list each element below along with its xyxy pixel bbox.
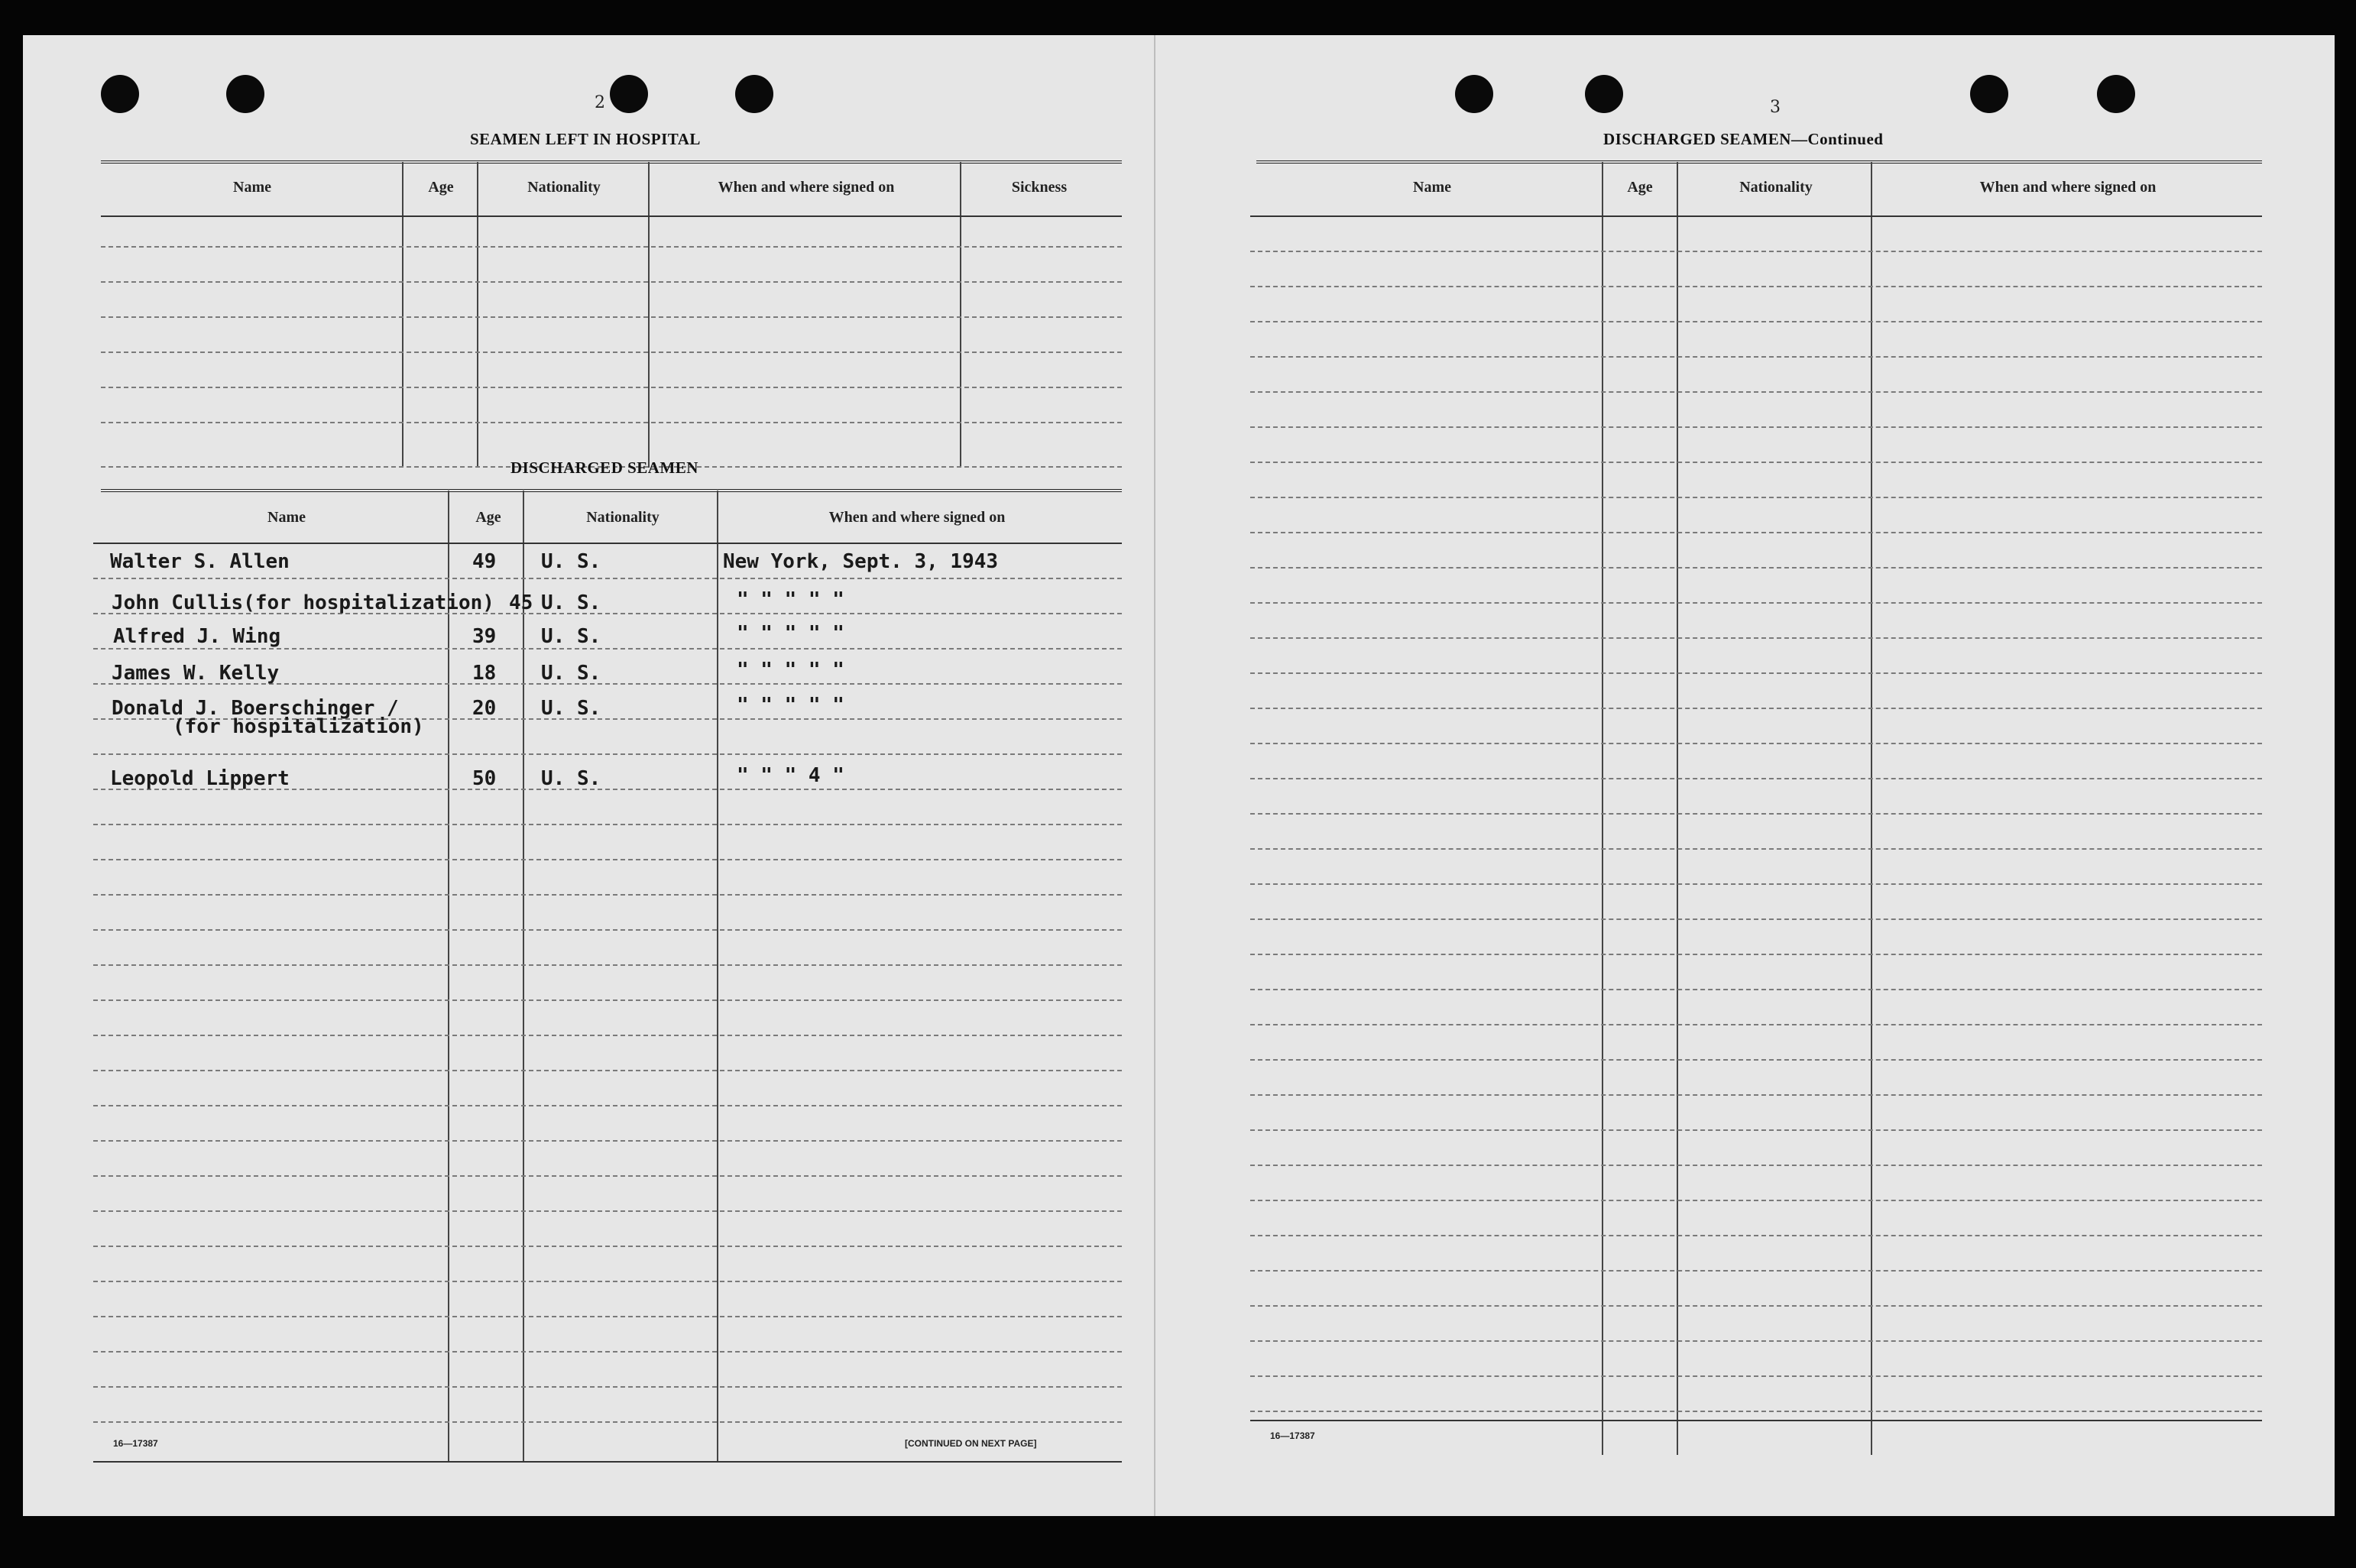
row-nationality: U. S. (541, 591, 601, 614)
row-name-note: (for hospitalization) (173, 715, 424, 738)
row-rule (93, 753, 1122, 755)
row-signed-on: " " " " " (737, 659, 844, 682)
discharged-col-age: Age (475, 509, 501, 526)
row-rule (93, 578, 1122, 579)
punch-hole (1455, 75, 1493, 113)
row-nationality: U. S. (541, 662, 601, 685)
row-age: 45 (509, 591, 533, 614)
page-number: 3 (1770, 98, 1781, 117)
row-nationality: U. S. (541, 697, 601, 720)
row-rule (93, 929, 1122, 931)
form-number: 16—17387 (1270, 1430, 1315, 1441)
row-rule (1250, 1129, 2262, 1131)
row-name: Alfred J. Wing (113, 625, 281, 648)
row-rule (1250, 426, 2262, 428)
row-rule (93, 1246, 1122, 1247)
row-rule (93, 894, 1122, 896)
continued-col-nationality: Nationality (1739, 179, 1813, 196)
hospital-col-sickness: Sickness (1011, 179, 1068, 196)
row-rule (1250, 918, 2262, 920)
left-page (23, 35, 1154, 1516)
discharged-section-title: DISCHARGED SEAMEN (510, 458, 698, 477)
row-rule (1250, 1411, 2262, 1412)
hospital-section-title: SEAMEN LEFT IN HOSPITAL (470, 130, 701, 148)
row-rule (93, 1281, 1122, 1282)
row-rule (1250, 286, 2262, 287)
row-signed-on: " " " " " (737, 622, 844, 645)
row-rule (1250, 1200, 2262, 1201)
row-rule (93, 1351, 1122, 1353)
hospital-col-age: Age (428, 179, 454, 196)
rule (101, 246, 1122, 248)
punch-hole (735, 75, 773, 113)
row-name: Donald J. Boerschinger / (112, 697, 399, 720)
rule (93, 543, 1122, 544)
row-nationality: U. S. (541, 767, 601, 790)
row-rule (93, 1210, 1122, 1212)
row-rule (1250, 321, 2262, 322)
row-rule (1250, 708, 2262, 709)
row-rule (1250, 1375, 2262, 1377)
row-rule (1250, 251, 2262, 252)
row-rule (93, 824, 1122, 825)
row-rule (1250, 637, 2262, 639)
discharged-col-signed-on: When and where signed on (828, 509, 1006, 526)
row-rule (1250, 1270, 2262, 1272)
row-rule (93, 1035, 1122, 1036)
rule (101, 387, 1122, 388)
continued-col-signed-on: When and where signed on (1979, 179, 2157, 196)
row-rule (93, 1070, 1122, 1071)
row-rule (1250, 778, 2262, 779)
row-rule (93, 999, 1122, 1001)
row-rule (1250, 1235, 2262, 1236)
row-rule (1250, 532, 2262, 533)
hospital-col-signed-on: When and where signed on (718, 179, 895, 196)
row-rule (1250, 672, 2262, 674)
row-rule (93, 1316, 1122, 1317)
row-rule (1250, 883, 2262, 885)
rule (101, 316, 1122, 318)
row-rule (1250, 497, 2262, 498)
rule (1250, 1420, 2262, 1421)
row-rule (93, 648, 1122, 650)
row-signed-on: " " " " " (737, 694, 844, 717)
row-age: 39 (472, 625, 497, 648)
row-rule (93, 1175, 1122, 1177)
row-rule (1250, 1094, 2262, 1096)
rule (1250, 215, 2262, 217)
row-rule (93, 1386, 1122, 1388)
punch-hole (2097, 75, 2135, 113)
discharged-col-name: Name (267, 509, 306, 526)
row-rule (1250, 462, 2262, 463)
row-signed-on: New York, Sept. 3, 1943 (723, 550, 999, 573)
row-age: 18 (472, 662, 497, 685)
rule (101, 160, 1122, 165)
right-page (1154, 35, 2335, 1516)
page-number: 2 (595, 93, 605, 112)
row-age: 20 (472, 697, 497, 720)
continued-section-title: DISCHARGED SEAMEN—Continued (1603, 130, 1884, 148)
row-age: 49 (472, 550, 497, 573)
row-signed-on: " " " 4 " (737, 764, 844, 787)
row-nationality: U. S. (541, 550, 601, 573)
row-name: John Cullis(for hospitalization) (112, 591, 494, 614)
row-rule (1250, 1305, 2262, 1307)
row-rule (93, 1105, 1122, 1106)
punch-hole (1585, 75, 1623, 113)
row-rule (1250, 602, 2262, 604)
rule (101, 422, 1122, 423)
continued-col-age: Age (1627, 179, 1653, 196)
rule (93, 1461, 1122, 1463)
row-rule (1250, 989, 2262, 990)
row-rule (1250, 1059, 2262, 1061)
rule (101, 215, 1122, 217)
row-rule (1250, 391, 2262, 393)
row-age: 50 (472, 767, 497, 790)
row-rule (93, 1421, 1122, 1423)
row-name: James W. Kelly (112, 662, 280, 685)
row-rule (1250, 567, 2262, 569)
row-rule (1250, 743, 2262, 744)
row-signed-on: " " " " " (737, 588, 844, 611)
punch-hole (610, 75, 648, 113)
continued-col-name: Name (1413, 179, 1451, 196)
row-rule (1250, 813, 2262, 815)
row-rule (1250, 356, 2262, 358)
row-rule (93, 859, 1122, 860)
form-number: 16—17387 (113, 1438, 158, 1449)
rule (101, 352, 1122, 353)
row-name: Leopold Lippert (110, 767, 290, 790)
hospital-col-nationality: Nationality (527, 179, 601, 196)
row-rule (1250, 954, 2262, 955)
punch-hole (1970, 75, 2008, 113)
punch-hole (101, 75, 139, 113)
row-rule (93, 964, 1122, 966)
rule (101, 281, 1122, 283)
row-rule (1250, 1024, 2262, 1025)
row-name: Walter S. Allen (110, 550, 290, 573)
row-rule (1250, 1165, 2262, 1166)
rule (101, 489, 1122, 494)
hospital-col-name: Name (233, 179, 271, 196)
discharged-col-nationality: Nationality (586, 509, 659, 526)
row-rule (1250, 848, 2262, 850)
punch-hole (226, 75, 264, 113)
rule (1256, 160, 2262, 165)
continued-note: [CONTINUED ON NEXT PAGE] (905, 1438, 1037, 1449)
row-rule (93, 1140, 1122, 1142)
row-rule (1250, 1340, 2262, 1342)
row-nationality: U. S. (541, 625, 601, 648)
